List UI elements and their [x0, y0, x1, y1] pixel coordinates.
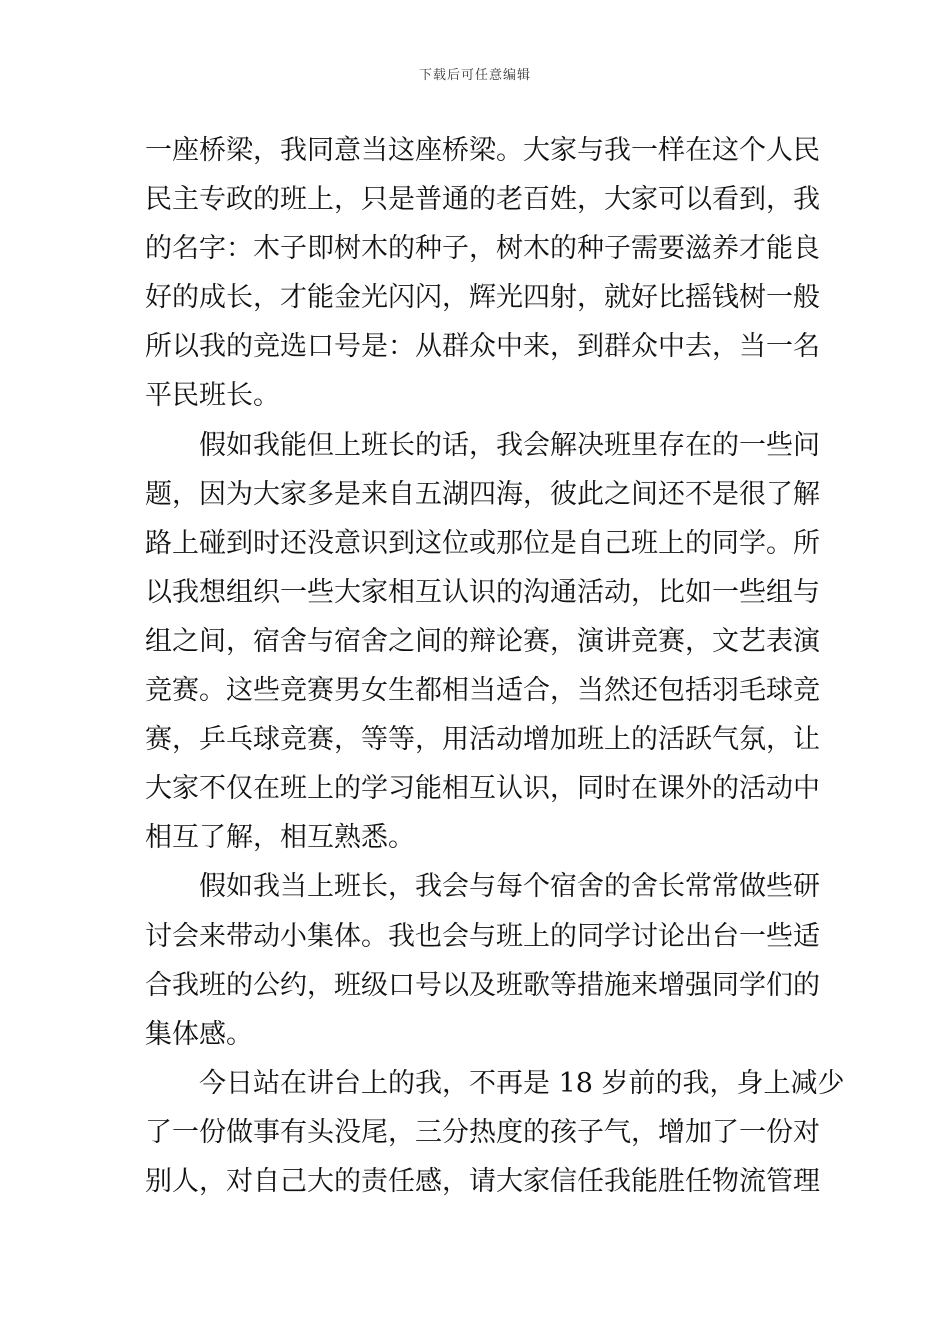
text-line: 今日站在讲台上的我，不再是 18 岁前的我，身上减少: [199, 1067, 845, 1099]
paragraph-3: [145, 862, 820, 1058]
text-line: 假如我当上班长，我会与每个宿舍的舍长常常做些研: [199, 871, 820, 903]
paragraph-2: [145, 421, 820, 863]
text-line: 的名字：木子即树木的种子，树木的种子需要滋养才能良: [145, 233, 820, 265]
text-line: 以我想组织一些大家相互认识的沟通活动，比如一些组与: [145, 576, 820, 608]
text-line: 题，因为大家多是来自五湖四海，彼此之间还不是很了解: [145, 478, 820, 510]
text-line: 合我班的公约，班级口号以及班歌等措施来增强同学们的: [145, 969, 820, 1001]
page-header: 下载后可任意编辑: [418, 68, 531, 83]
paragraph-1: [145, 126, 820, 421]
text-line: 民主专政的班上，只是普通的老百姓，大家可以看到，我: [145, 184, 820, 216]
text-line: 别人，对自己大的责任感，请大家信任我能胜任物流管理: [145, 1165, 820, 1197]
text-line: 假如我能但上班长的话，我会解决班里存在的一些问: [199, 429, 820, 461]
text-line: 赛，乒乓球竞赛，等等，用活动增加班上的活跃气氛，让: [145, 724, 820, 756]
text-line: 组之间，宿舍与宿舍之间的辩论赛，演讲竞赛，文艺表演: [145, 625, 820, 657]
text-line: 讨会来带动小集体。我也会与班上的同学讨论出台一些适: [145, 920, 820, 952]
text-line: 了一份做事有头没尾，三分热度的孩子气，增加了一份对: [145, 1116, 820, 1148]
text-line: 集体感。: [145, 1018, 253, 1050]
text-line: 所以我的竞选口号是：从群众中来，到群众中去，当一名: [145, 331, 820, 363]
document-body: [145, 126, 845, 1206]
text-line: 竞赛。这些竞赛男女生都相当适合，当然还包括羽毛球竞: [145, 675, 820, 707]
text-line: 相互了解，相互熟悉。: [145, 822, 415, 854]
text-line: 平民班长。: [145, 380, 280, 412]
text-line: 一座桥梁，我同意当这座桥梁。大家与我一样在这个人民: [145, 135, 820, 166]
text-line: 大家不仅在班上的学习能相互认识，同时在课外的活动中: [145, 773, 820, 805]
text-line: 路上碰到时还没意识到这位或那位是自己班上的同学。所: [145, 527, 820, 559]
paragraph-4: [145, 1059, 845, 1206]
text-line: 好的成长，才能金光闪闪，辉光四射，就好比摇钱树一般: [145, 282, 820, 314]
